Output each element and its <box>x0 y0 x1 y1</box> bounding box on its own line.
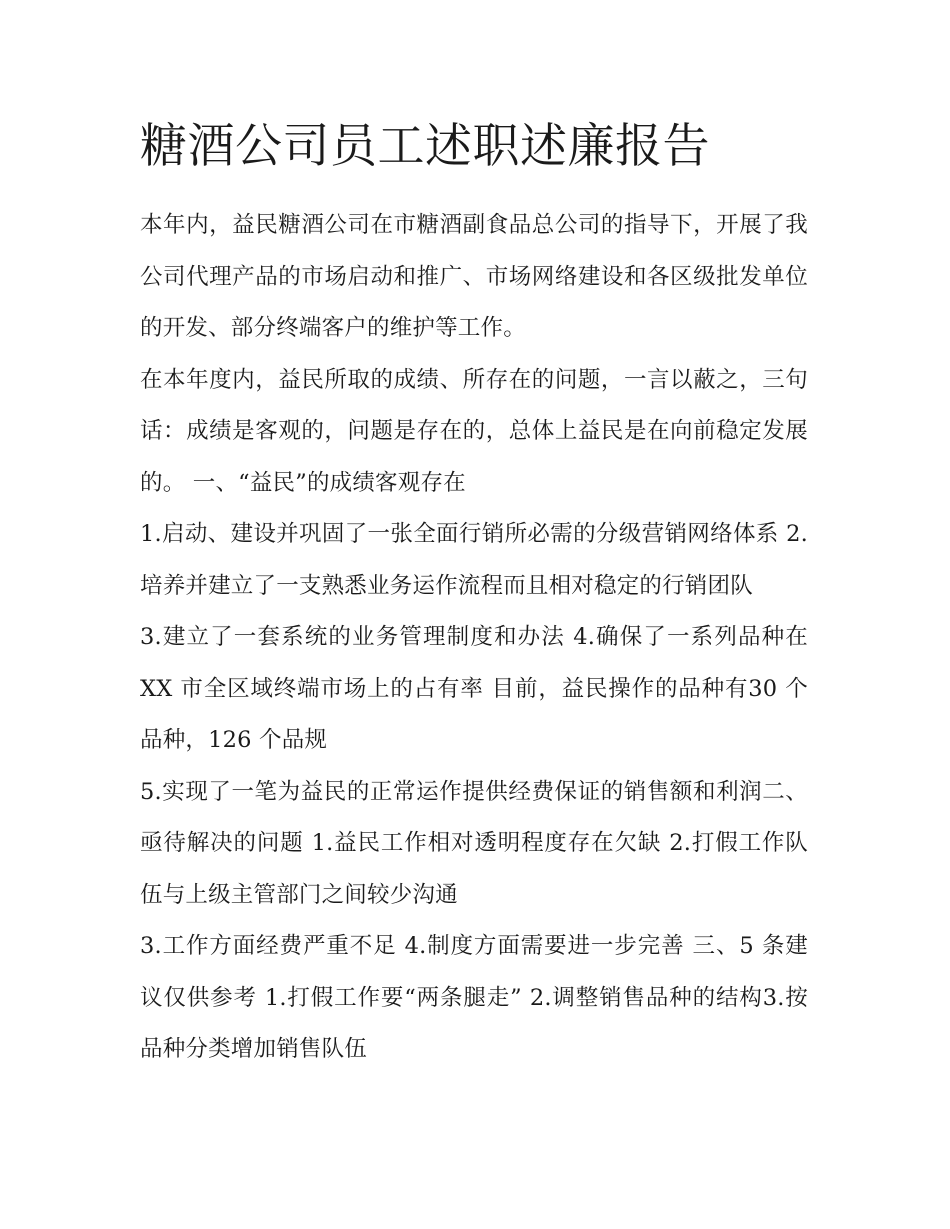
document-page <box>140 112 820 1076</box>
paragraph-summary: 在本年度内，益民所取的成绩、所存在的问题，一言以蔽之，三句话：成绩是客观的，问题是存在的，总体上益民是在向前稳定发展的。 一、“益民”的成绩客观存在 <box>140 366 808 496</box>
paragraph-achievements-2: 3.建立了一套系统的业务管理制度和办法 4.确保了一系列品种在 XX 市全区域终端市场上的占有率 目前，益民操作的品种有30 个品种，126 个品规 <box>140 624 808 753</box>
document-title: 糖酒公司员工述职述廉报告 <box>140 119 710 174</box>
paragraph-suggestions: 3.工作方面经费严重不足 4.制度方面需要进一步完善 三、5 条建议仅供参考 1.打假工作要“两条腿走” 2.调整销售品种的结构3.按品种分类增加销售队伍 <box>140 933 808 1062</box>
paragraph-intro: 本年内，益民糖酒公司在市糖酒副食品总公司的指导下，开展了我公司代理产品的市场启动和推广、市场网络建设和各区级批发单位的开发、部分终端客户的维护等工作。 <box>140 212 808 341</box>
paragraph-achievements-1: 1.启动、建设并巩固了一张全面行销所必需的分级营销网络体系 2.培养并建立了一支熟悉业务运作流程而且相对稳定的行销团队 <box>140 521 808 599</box>
paragraph-problems: 5.实现了一笔为益民的正常运作提供经费保证的销售额和利润二、亟待解决的问题 1.益民工作相对透明程度存在欠缺 2.打假工作队伍与上级主管部门之间较少沟通 <box>140 778 808 908</box>
